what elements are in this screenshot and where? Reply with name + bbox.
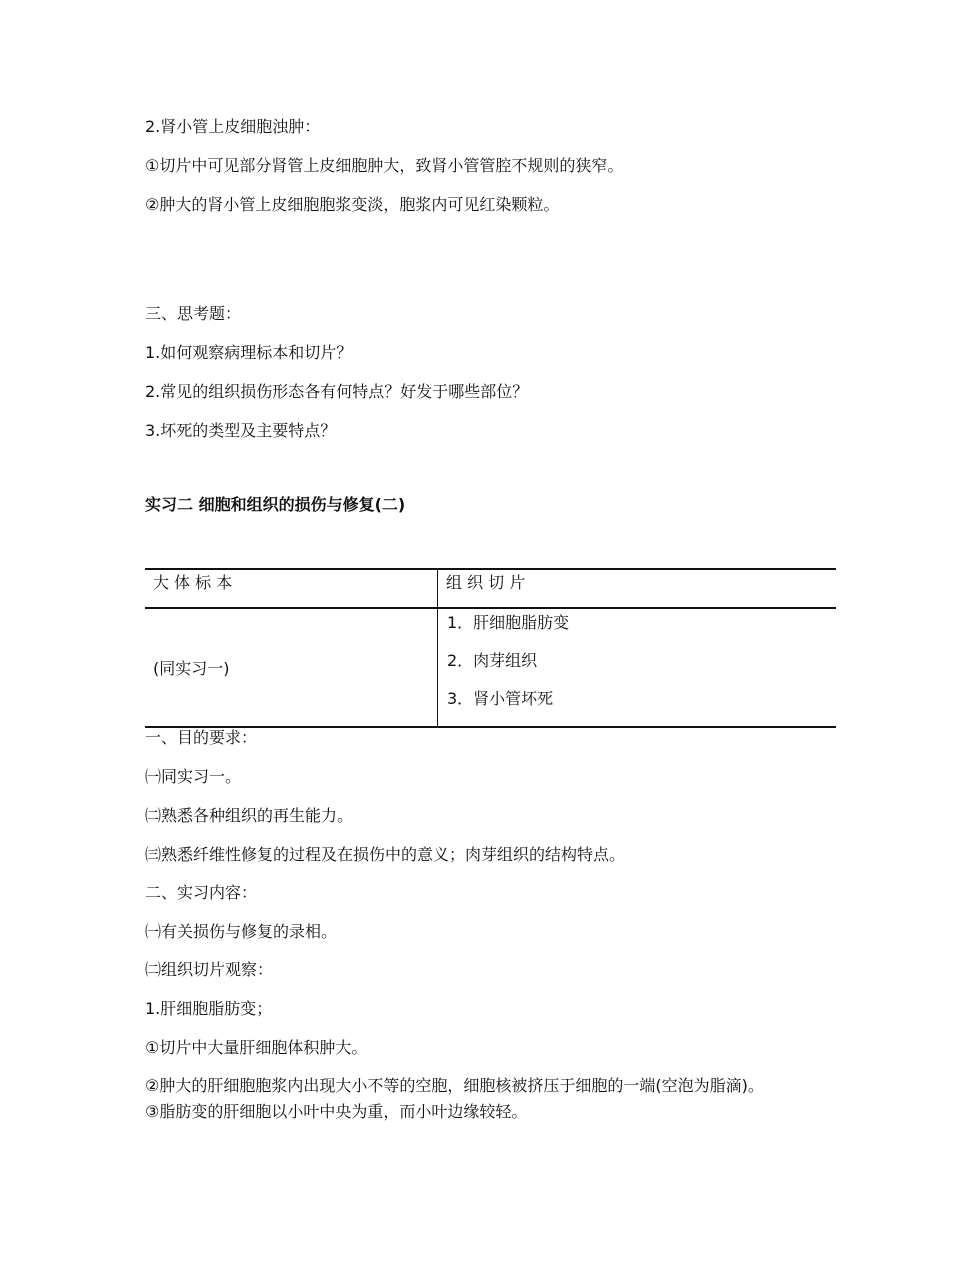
header-tissue-slide: 组 织 切 片 [438,569,837,608]
table-body-row [145,608,836,727]
item2-point-2: ②肿大的肾小管上皮细胞胞浆变淡，胞浆内可见红染颗粒。 [145,195,560,214]
liver-point-3: ③脂肪变的肝细胞以小叶中央为重，而小叶边缘较轻。 [145,1102,528,1121]
objective-2: ㈡熟悉各种组织的再生能力。 [145,806,354,825]
objectives-heading: 一、目的要求： [145,728,258,747]
list-item: 2．肉芽组织 [447,651,538,670]
objective-1: ㈠同实习一。 [145,767,242,786]
item2-point-1: ①切片中可见部分肾管上皮细胞肿大，致肾小管管腔不规则的狭窄。 [145,156,624,175]
questions-heading: 三、思考题： [145,304,242,323]
question-3: 3.坏死的类型及主要特点？ [145,421,337,440]
practice-2-title: 实习二 细胞和组织的损伤与修复(二) [145,495,406,514]
list-item: 1．肝细胞脂肪变 [447,613,570,632]
list-item: 3．肾小管坏死 [447,689,554,708]
content-heading: 二、实习内容： [145,883,258,902]
content-item-2: ㈡组织切片观察： [145,960,274,979]
liver-point-1: ①切片中大量肝细胞体积肿大。 [145,1038,368,1057]
liver-point-2: ②肿大的肝细胞胞浆内出现大小不等的空胞，细胞核被挤压于细胞的一端(空泡为脂滴)。 [145,1076,764,1095]
table-header-row [145,569,836,608]
slide-list [438,609,836,726]
liver-fatty-title: 1.肝细胞脂肪变； [145,999,273,1018]
question-1: 1.如何观察病理标本和切片？ [145,343,353,362]
specimen-table [145,568,836,728]
content-item-1: ㈠有关损伤与修复的录相。 [145,922,338,941]
header-gross-specimen: 大 体 标 本 [145,569,438,608]
tissue-slide-cell [438,608,837,727]
gross-specimen-cell: (同实习一) [145,608,438,727]
question-2: 2.常见的组织损伤形态各有何特点？好发于哪些部位？ [145,382,529,401]
objective-3: ㈢熟悉纤维性修复的过程及在损伤中的意义；肉芽组织的结构特点。 [145,845,626,864]
item2-title: 2.肾小管上皮细胞浊肿： [145,117,321,136]
